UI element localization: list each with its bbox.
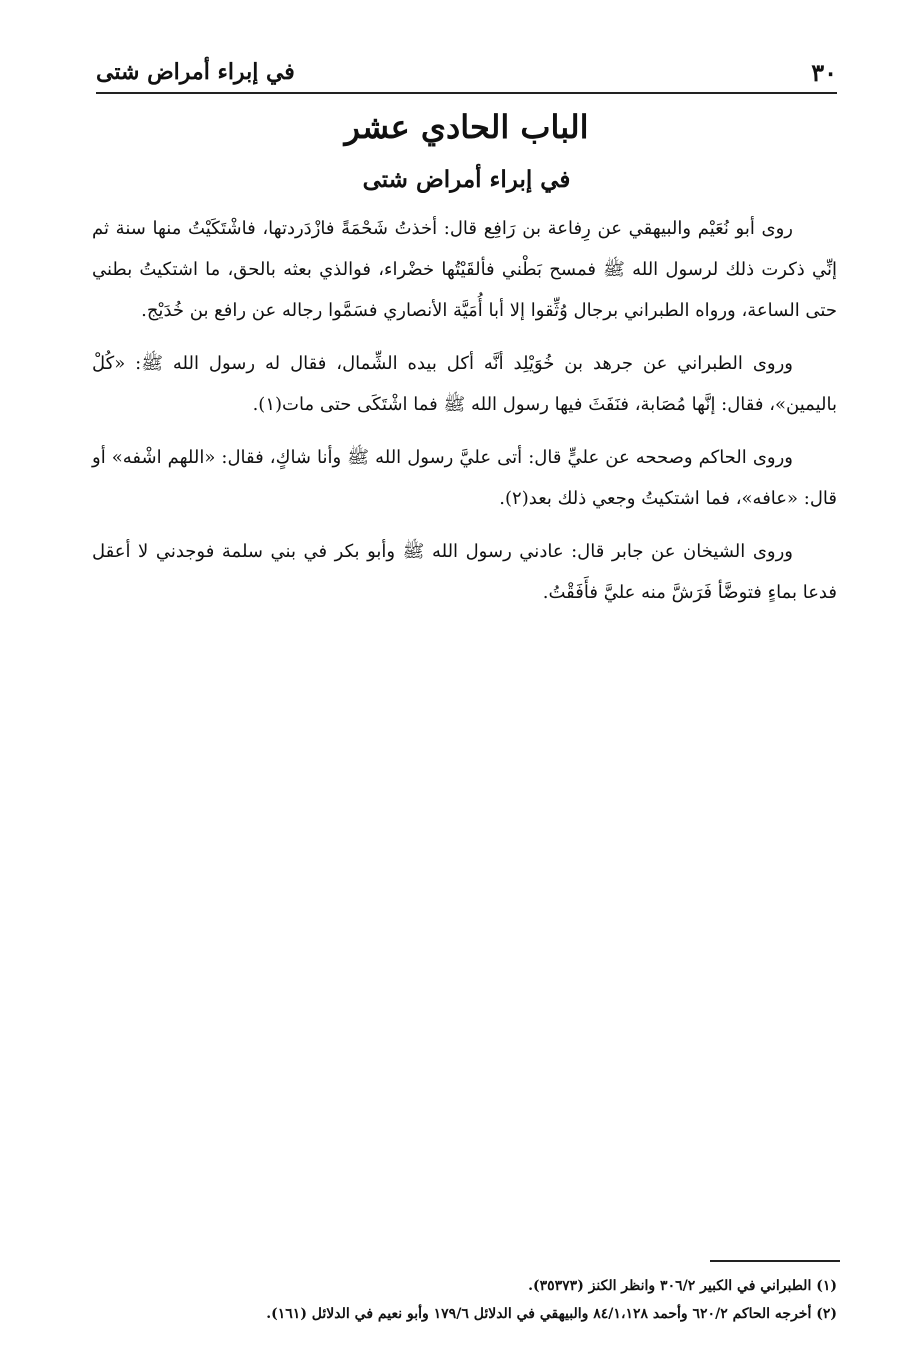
running-title: في إبراء أمراض شتى <box>96 59 295 85</box>
running-header <box>96 52 837 94</box>
footnote: (٢) أخرجه الحاكم ٦٢٠/٢ وأحمد ٨٤/١،١٢٨ والبيهقي في الدلائل ١٧٩/٦ وأبو نعيم في الدلائل (١٦١). <box>266 1306 837 1322</box>
page-number: ٣٠ <box>811 57 837 87</box>
paragraph: وروى الشيخان عن جابر قال: عادني رسول الله ﷺ وأبو بكر في بني سلمة فوجدني لا أعقل فدعا بماءٍ فتوضَّأ فَرَشَّ منه عليَّ فأَفَقْتُ. <box>92 541 837 603</box>
chapter-title: الباب الحادي عشر <box>344 108 589 146</box>
body-text <box>92 208 837 625</box>
footnote: (١) الطبراني في الكبير ٣٠٦/٢ وانظر الكنز (٣٥٣٧٣). <box>528 1278 837 1294</box>
paragraph: روى أبو نُعَيْم والبيهقي عن رِفاعة بن رَافِع قال: أخذتُ شَحْمَةً فازْدَردتها، فاشْتَكَيْتُ منها سنة ثم إنِّي ذكرت ذلك لرسول الله ﷺ فمسح بَطْني فألقَيْتُها خضْراء، فوالذي بعثه بالحق، ما اشتكيتُ بطني حتى الساعة، ورواه الطبراني برجال وُثِّقوا إلا أبا أُمَيَّة الأنصاري فسَمَّوا رجاله عن رافع بن خُدَيْج. <box>92 218 837 321</box>
footnotes <box>96 1272 837 1328</box>
paragraph: وروى الحاكم وصححه عن عليٍّ قال: أتى عليَّ رسول الله ﷺ وأنا شاكٍ، فقال: «اللهم اشْفه» أو قال: «عافه»، فما اشتكيتُ وجعي ذلك بعد(٢). <box>92 447 837 509</box>
paragraph: وروى الطبراني عن جرهد بن خُوَيْلِد أنَّه أكل بيده الشِّمال، فقال له رسول الله ﷺ: «كُلْ باليمين»، فقال: إنَّها مُصَابة، فنَفَثَ فيها رسول الله ﷺ فما اشْتَكَى حتى مات(١). <box>92 353 837 415</box>
chapter-subtitle: في إبراء أمراض شتى <box>362 166 571 193</box>
footnote-divider <box>710 1260 840 1262</box>
